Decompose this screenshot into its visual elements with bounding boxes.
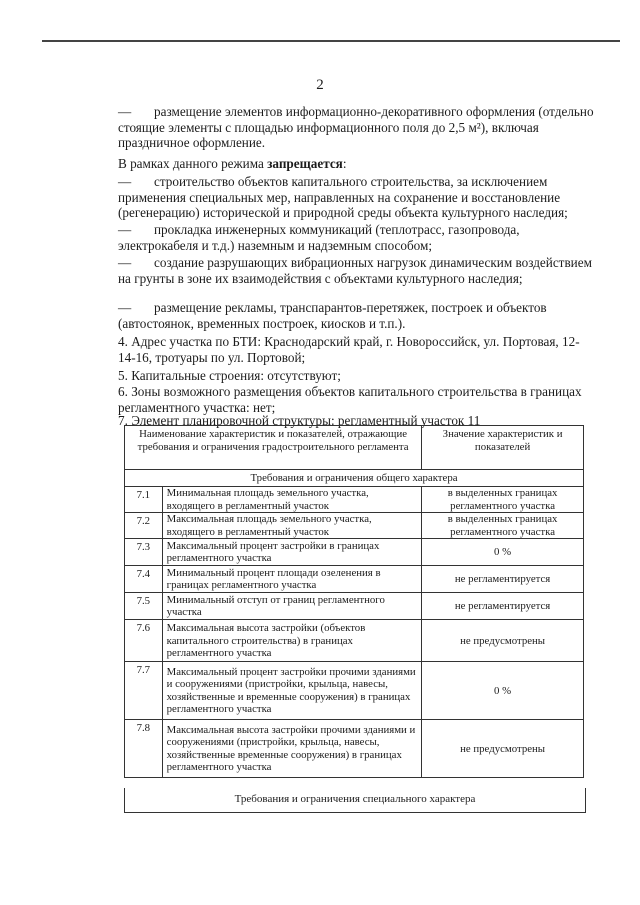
row-value: не предусмотрены xyxy=(422,720,584,778)
paragraph-address xyxy=(118,334,596,365)
section-special-label: Требования и ограничения специального характера xyxy=(124,788,586,813)
row-number: 7.4 xyxy=(125,566,163,593)
paragraph-text: строительство объектов капитального строительства, за исключением применения специальных мер, направленных на сохранение и восстановление (регенерацию) исторической и природной среды объекта культурного наследия; xyxy=(118,174,568,221)
list-dash: — xyxy=(118,300,132,315)
table-row xyxy=(125,620,584,662)
row-number: 7.8 xyxy=(125,720,163,778)
row-value: в выделенных границах регламентного участка xyxy=(422,513,584,539)
table-row xyxy=(125,513,584,539)
table-row xyxy=(125,720,584,778)
paragraph-vibration xyxy=(118,255,596,286)
row-name: Минимальный отступ от границ регламентного участка xyxy=(162,593,422,620)
section-row-general xyxy=(125,470,584,487)
paragraph-zones xyxy=(118,384,596,415)
row-name: Минимальный процент площади озеленения в границах регламентного участка xyxy=(162,566,422,593)
list-dash: — xyxy=(118,104,132,119)
row-number: 7.2 xyxy=(125,513,163,539)
paragraph-text: размещение рекламы, транспарантов-перетяжек, построек и объектов (автостоянок, временных построек, киосков и т.п.). xyxy=(118,300,547,331)
table-row xyxy=(125,539,584,566)
row-value: не регламентируется xyxy=(422,566,584,593)
table-row xyxy=(125,593,584,620)
row-name: Максимальный процент застройки прочими зданиями и сооружениями (пристройки, крыльца, навесы, хозяйственные и временные сооружения) в границах регламентного участка xyxy=(162,662,422,720)
top-border-line xyxy=(42,40,620,42)
page-number: 2 xyxy=(316,77,324,93)
paragraph-text: 6. Зоны возможного размещения объектов капитального строительства в границах регламентного участка: нет; xyxy=(118,384,582,415)
paragraph-utilities xyxy=(118,222,596,253)
paragraph-prefix: В рамках данного режима xyxy=(118,156,268,171)
table-row xyxy=(125,662,584,720)
paragraph-text: 5. Капитальные строения: отсутствуют; xyxy=(118,368,341,383)
paragraph-advertising xyxy=(118,300,596,331)
paragraph-suffix: : xyxy=(342,156,347,171)
paragraph-text: 4. Адрес участка по БТИ: Краснодарский край, г. Новороссийск, ул. Портовая, 12-14-16, тротуары по ул. Портовой; xyxy=(118,334,580,365)
row-number: 7.6 xyxy=(125,620,163,662)
row-number: 7.5 xyxy=(125,593,163,620)
list-dash: — xyxy=(118,222,132,237)
row-value: 0 % xyxy=(422,662,584,720)
paragraph-decor xyxy=(118,104,596,151)
paragraph-text: прокладка инженерных коммуникаций (теплотрасс, газопровода, электрокабеля и т.д.) наземным и надземным способом; xyxy=(118,222,520,253)
paragraph-text: размещение элементов информационно-декоративного оформления (отдельно стоящие элементы с площадью информационного поля до 2,5 м²), включая праздничное оформление. xyxy=(118,104,594,151)
row-name: Максимальная высота застройки (объектов капитального строительства) в границах регламентного участка xyxy=(162,620,422,662)
row-name: Максимальная высота застройки прочими зданиями и сооружениями (пристройки, крыльца, навесы, хозяйственные временные сооружения) в границах регламентного участка xyxy=(162,720,422,778)
row-value: не регламентируется xyxy=(422,593,584,620)
paragraph-capital-buildings xyxy=(118,368,596,384)
row-value: в выделенных границах регламентного участка xyxy=(422,487,584,513)
table-row xyxy=(125,566,584,593)
row-number: 7.1 xyxy=(125,487,163,513)
list-dash: — xyxy=(118,174,132,189)
regulation-table xyxy=(124,425,584,778)
row-value: не предусмотрены xyxy=(422,620,584,662)
row-number: 7.7 xyxy=(125,662,163,720)
header-name-cell: Наименование характеристик и показателей, отражающие требования и ограничения градостроительного регламента xyxy=(125,426,422,470)
paragraph-construction xyxy=(118,174,596,221)
header-value-cell: Значение характеристик и показателей xyxy=(422,426,584,470)
list-dash: — xyxy=(118,255,132,270)
section-general-label: Требования и ограничения общего характера xyxy=(125,470,584,487)
row-number: 7.3 xyxy=(125,539,163,566)
row-name: Максимальный процент застройки в границах регламентного участка xyxy=(162,539,422,566)
prohibited-keyword: запрещается xyxy=(267,156,343,171)
paragraph-text: создание разрушающих вибрационных нагрузок динамическим воздействием на грунты в зоне их взаимодействия с объектами культурного наследия; xyxy=(118,255,592,286)
table-row xyxy=(125,487,584,513)
paragraph-text: 7. Элемент планировочной структуры: регламентный участок 11 xyxy=(118,413,481,428)
row-value: 0 % xyxy=(422,539,584,566)
paragraph-prohibited-intro xyxy=(118,156,596,172)
row-name: Минимальная площадь земельного участка, входящего в регламентный участок xyxy=(162,487,422,513)
table-header-row xyxy=(125,426,584,470)
row-name: Максимальная площадь земельного участка, входящего в регламентный участок xyxy=(162,513,422,539)
